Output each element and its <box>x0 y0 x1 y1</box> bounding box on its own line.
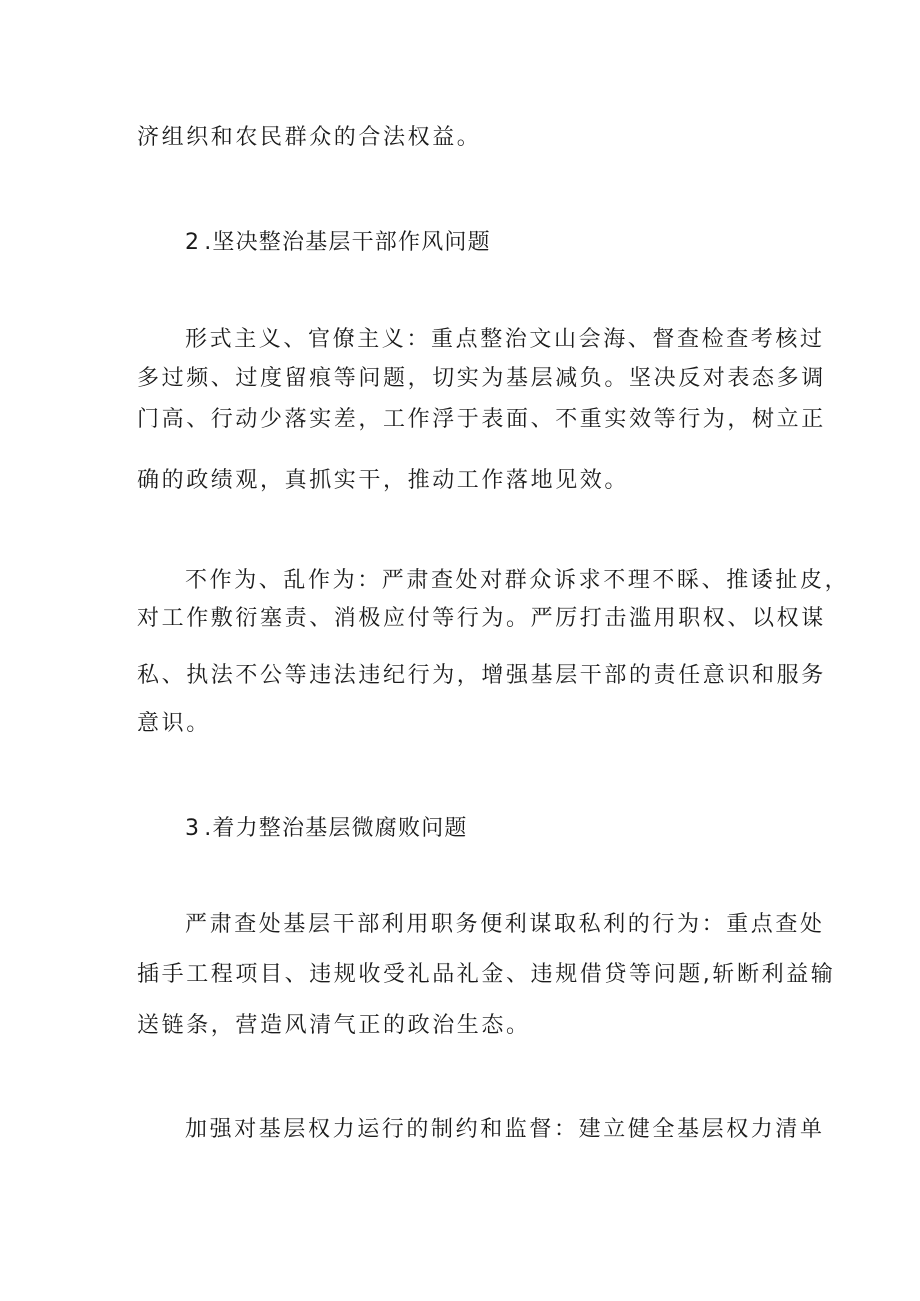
section-2-para-1-line-1: 形式主义、官僚主义：重点整治文山会海、督查检查考核过 <box>185 327 825 352</box>
section-2-para-1-line-3: 门高、行动少落实差，工作浮于表面、不重实效等行为，树立正 <box>137 407 826 432</box>
section-3-para-1-line-1: 严肃查处基层干部利用职务便利谋取私利的行为：重点查处 <box>185 912 825 937</box>
section-3-para-2-line-1: 加强对基层权力运行的制约和监督：建立健全基层权力清单 <box>185 1117 825 1142</box>
section-3-number: 3 <box>185 816 201 841</box>
continuation-line-1: 济组织和农民群众的合法权益。 <box>137 125 482 150</box>
section-2-para-2-line-4: 意识。 <box>137 711 211 736</box>
section-3-para-1-line-3: 送链条，营造风清气正的政治生态。 <box>137 1013 531 1038</box>
section-2-para-1-line-4: 确的政绩观，真抓实干，推动工作落地见效。 <box>137 468 630 493</box>
section-3-heading <box>185 814 468 844</box>
section-2-para-1-line-2: 多过频、过度留痕等问题，切实为基层减负。坚决反对表态多调 <box>137 366 826 391</box>
section-2-number: 2 <box>185 230 201 255</box>
section-2-para-2-line-3: 私、执法不公等违法违纪行为，增强基层干部的责任意识和服务 <box>137 663 826 688</box>
section-2-heading <box>185 228 491 258</box>
section-2-para-2-line-2: 对工作敷衍塞责、消极应付等行为。严厉打击滥用职权、以权谋 <box>137 606 826 631</box>
section-3-title: .着力整治基层微腐败问题 <box>204 816 468 841</box>
section-2-para-2-line-1: 不作为、乱作为：严肃查处对群众诉求不理不睬、推诿扯皮， <box>185 568 850 593</box>
section-3-para-1-line-2: 插手工程项目、违规收受礼品礼金、违规借贷等问题,斩断利益输 <box>137 962 836 987</box>
section-2-title: .坚决整治基层干部作风问题 <box>204 230 491 255</box>
